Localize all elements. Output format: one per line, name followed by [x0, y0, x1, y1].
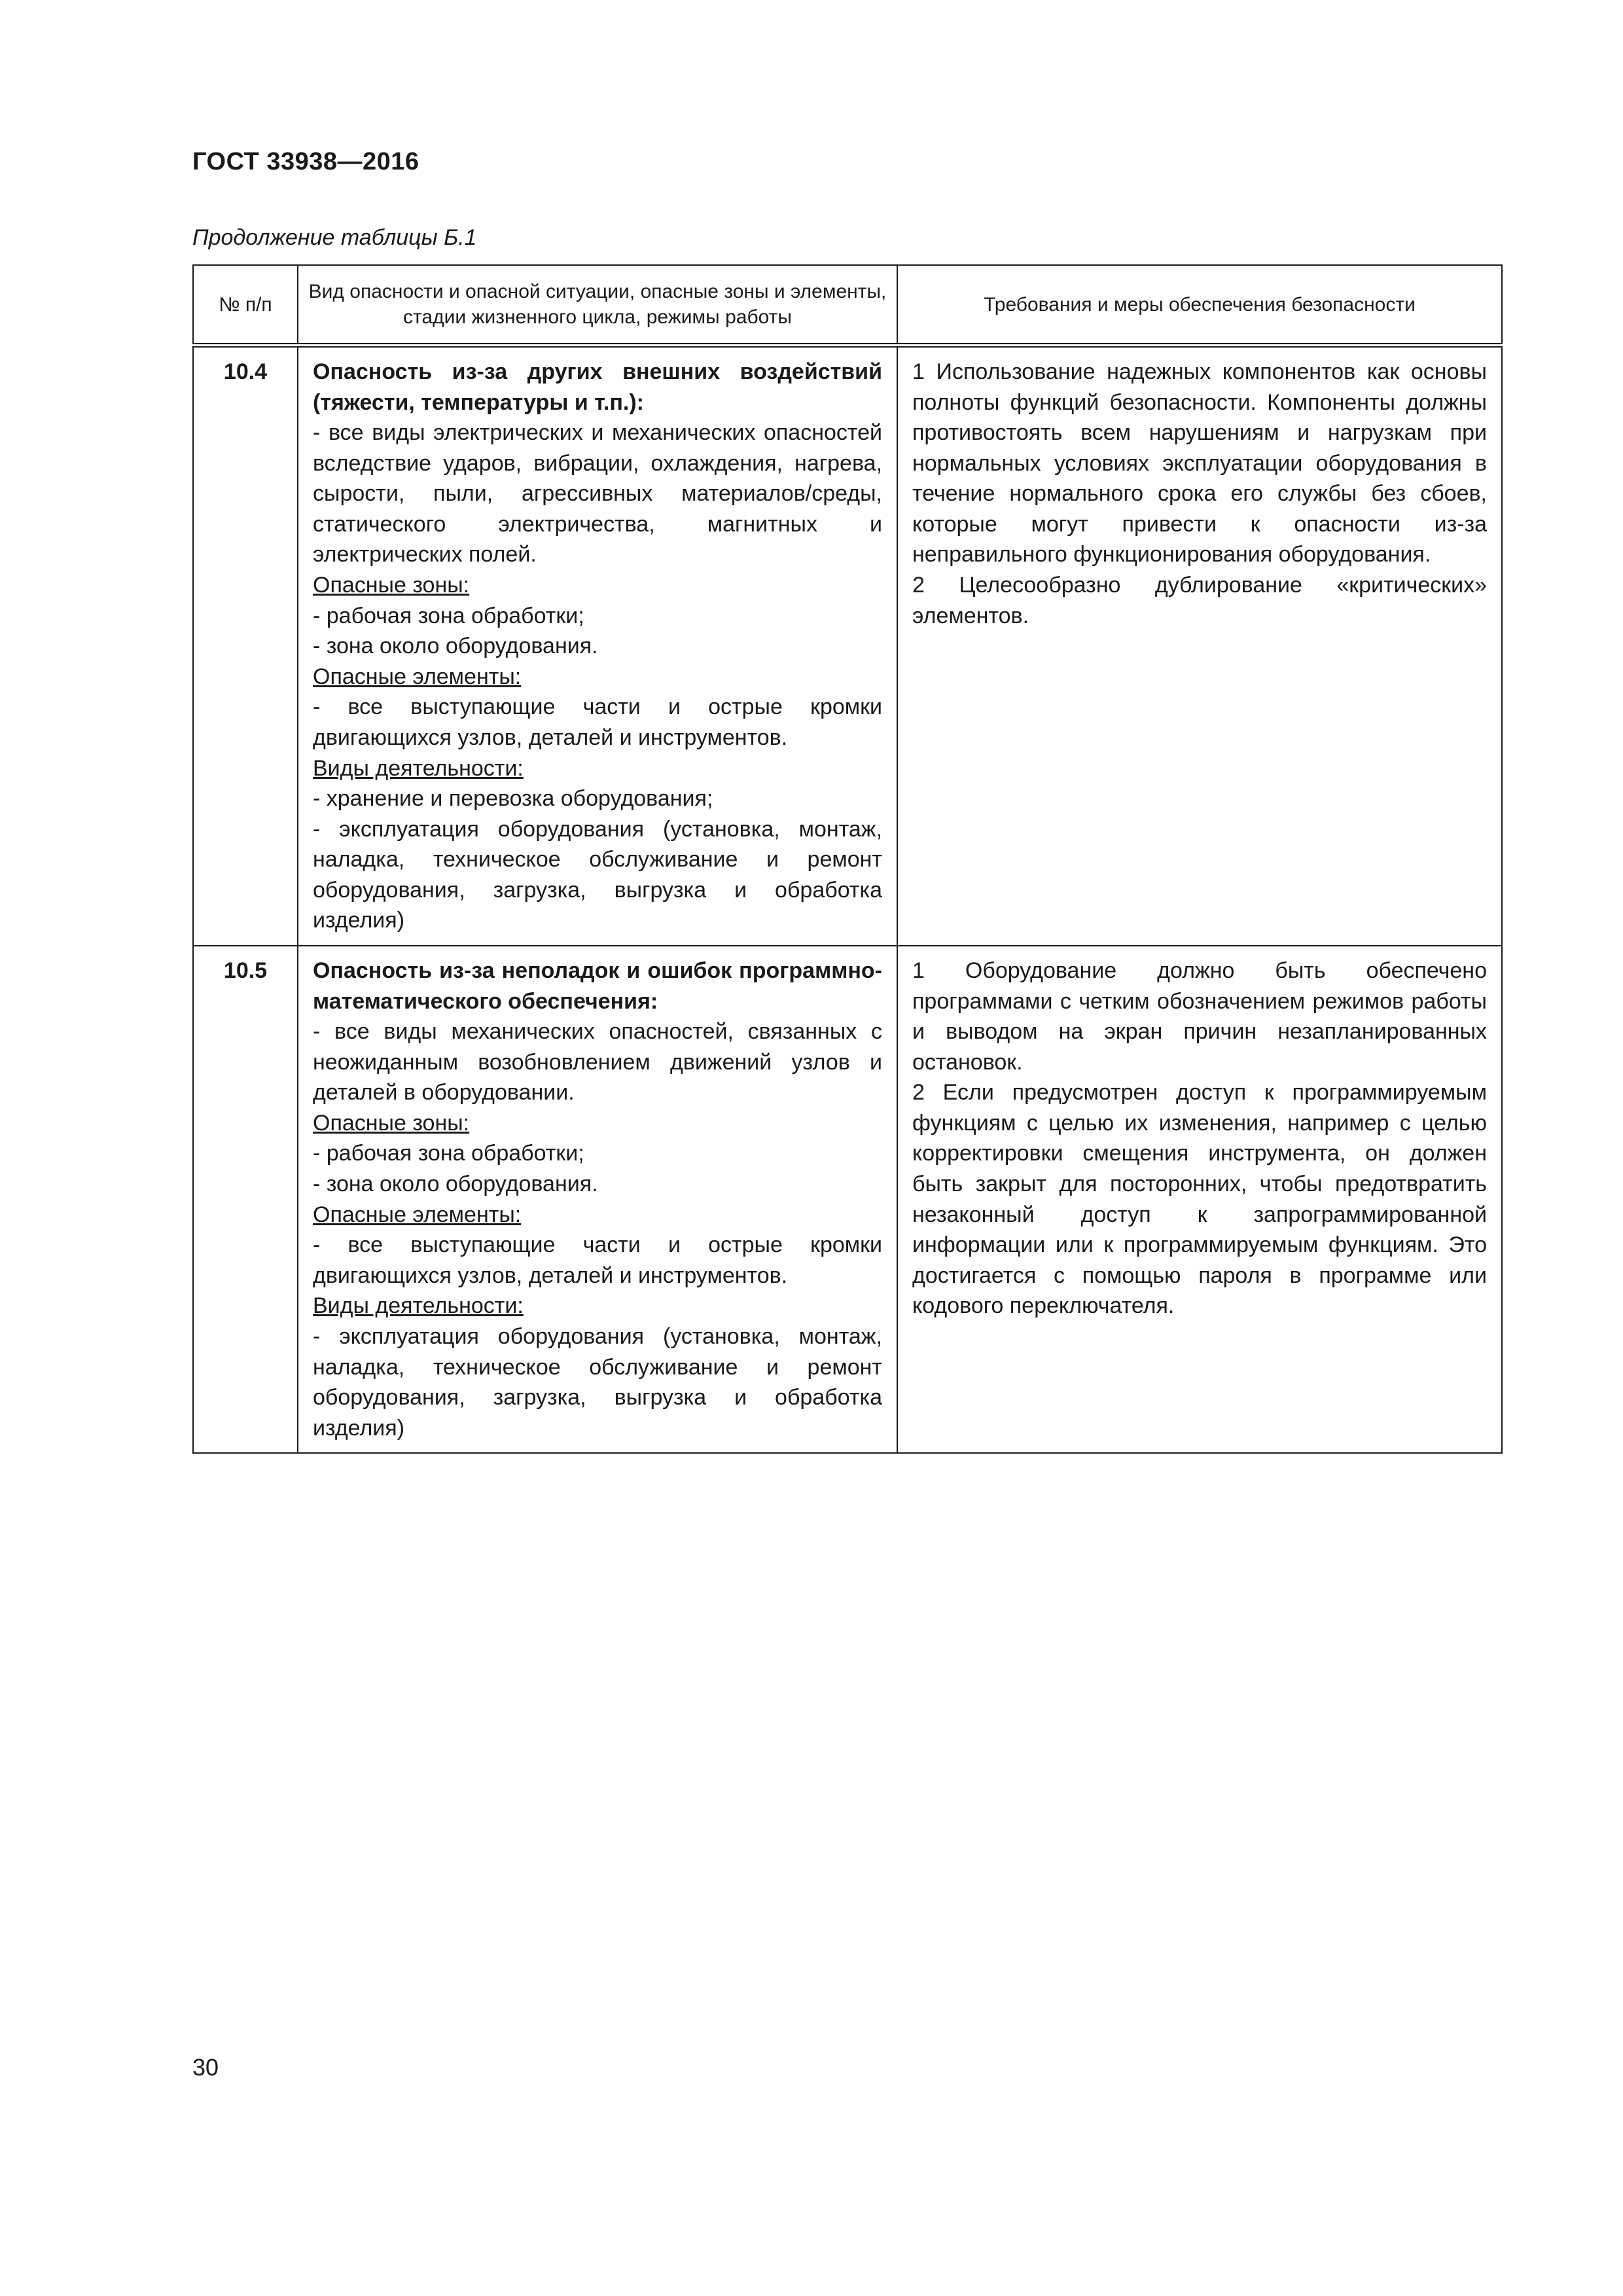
elements-label: Опасные элементы:: [313, 1202, 522, 1227]
column-header-number: № п/п: [193, 265, 298, 346]
zones-label: Опасные зоны:: [313, 573, 470, 598]
element-item: - все выступающие части и острые кромки двигающихся узлов, деталей и инструментов.: [313, 1232, 882, 1288]
activity-item: - хранение и перевозка оборудования;: [313, 786, 713, 812]
table-header-row: [193, 265, 1502, 346]
activity-item: - эксплуатация оборудования (установка, монтаж, наладка, техническое обслуживание и ремонт оборудования, загрузка, выгрузка и обработка изделия): [313, 1323, 882, 1441]
hazard-cell: [298, 346, 897, 946]
requirements-cell: [897, 946, 1502, 1453]
column-header-hazard: Вид опасности и опасной ситуации, опасные зоны и элементы, стадии жизненного цикла, режимы работы: [298, 265, 897, 346]
hazard-description: - все виды электрических и механических опасностей вследствие ударов, вибрации, охлаждения, нагрева, сырости, пыли, агрессивных материалов/среды, статического электричества, магнитных и электрических полей.: [313, 420, 882, 567]
requirement-item: 1 Использование надежных компонентов как основы полноты функций безопасности. Компоненты должны противостоять всем нарушениям и нагрузкам при нормальных условиях эксплуатации оборудования в течение нормального срока его службы без сбоев, которые могут привести к опасности из-за неправильного функционирования оборудования.: [912, 359, 1487, 567]
table-row: [193, 946, 1502, 1453]
hazard-requirements-table: [192, 264, 1503, 1454]
row-number: 10.4: [193, 346, 298, 946]
element-item: - все выступающие части и острые кромки двигающихся узлов, деталей и инструментов.: [313, 694, 882, 750]
zone-item: - рабочая зона обработки;: [313, 1141, 584, 1166]
row-number: 10.5: [193, 946, 298, 1453]
requirement-item: 2 Если предусмотрен доступ к программируемым функциям с целью их изменения, например с целью корректировки смещения инструмента, он должен быть закрыт для посторонних, чтобы предотвратить незаконный доступ к запрограммированной информации или к программируемым функциям. Это достигается с помощью пароля в программе или кодового переключателя.: [912, 1080, 1487, 1319]
zone-item: - зона около оборудования.: [313, 634, 598, 659]
zone-item: - зона около оборудования.: [313, 1172, 598, 1197]
requirement-item: 1 Оборудование должно быть обеспечено программами с четким обозначением режимов работы и выводом на экран причин незапланированных остановок.: [912, 958, 1487, 1075]
table-caption: Продолжение таблицы Б.1: [192, 225, 477, 250]
hazard-title: Опасность из-за других внешних воздействий (тяжести, температуры и т.п.):: [313, 359, 882, 415]
elements-label: Опасные элементы:: [313, 664, 522, 689]
zone-item: - рабочая зона обработки;: [313, 603, 584, 628]
hazard-description: - все виды механических опасностей, связанных с неожиданным возобновлением движений узлов и деталей в оборудовании.: [313, 1019, 882, 1105]
page-number: 30: [192, 2054, 219, 2081]
zones-label: Опасные зоны:: [313, 1110, 470, 1136]
activity-item: - эксплуатация оборудования (установка, монтаж, наладка, техническое обслуживание и ремонт оборудования, загрузка, выгрузка и обработка изделия): [313, 816, 882, 933]
table-row: [193, 346, 1502, 946]
activities-label: Виды деятельности:: [313, 1293, 524, 1319]
requirements-cell: [897, 346, 1502, 946]
hazard-cell: [298, 946, 897, 1453]
hazard-title: Опасность из-за неполадок и ошибок программно-математического обеспечения:: [313, 958, 882, 1014]
activities-label: Виды деятельности:: [313, 755, 524, 781]
column-header-requirements: Требования и меры обеспечения безопасности: [897, 265, 1502, 346]
document-code: ГОСТ 33938—2016: [192, 148, 419, 175]
requirement-item: 2 Целесообразно дублирование «критических» элементов.: [912, 573, 1487, 628]
